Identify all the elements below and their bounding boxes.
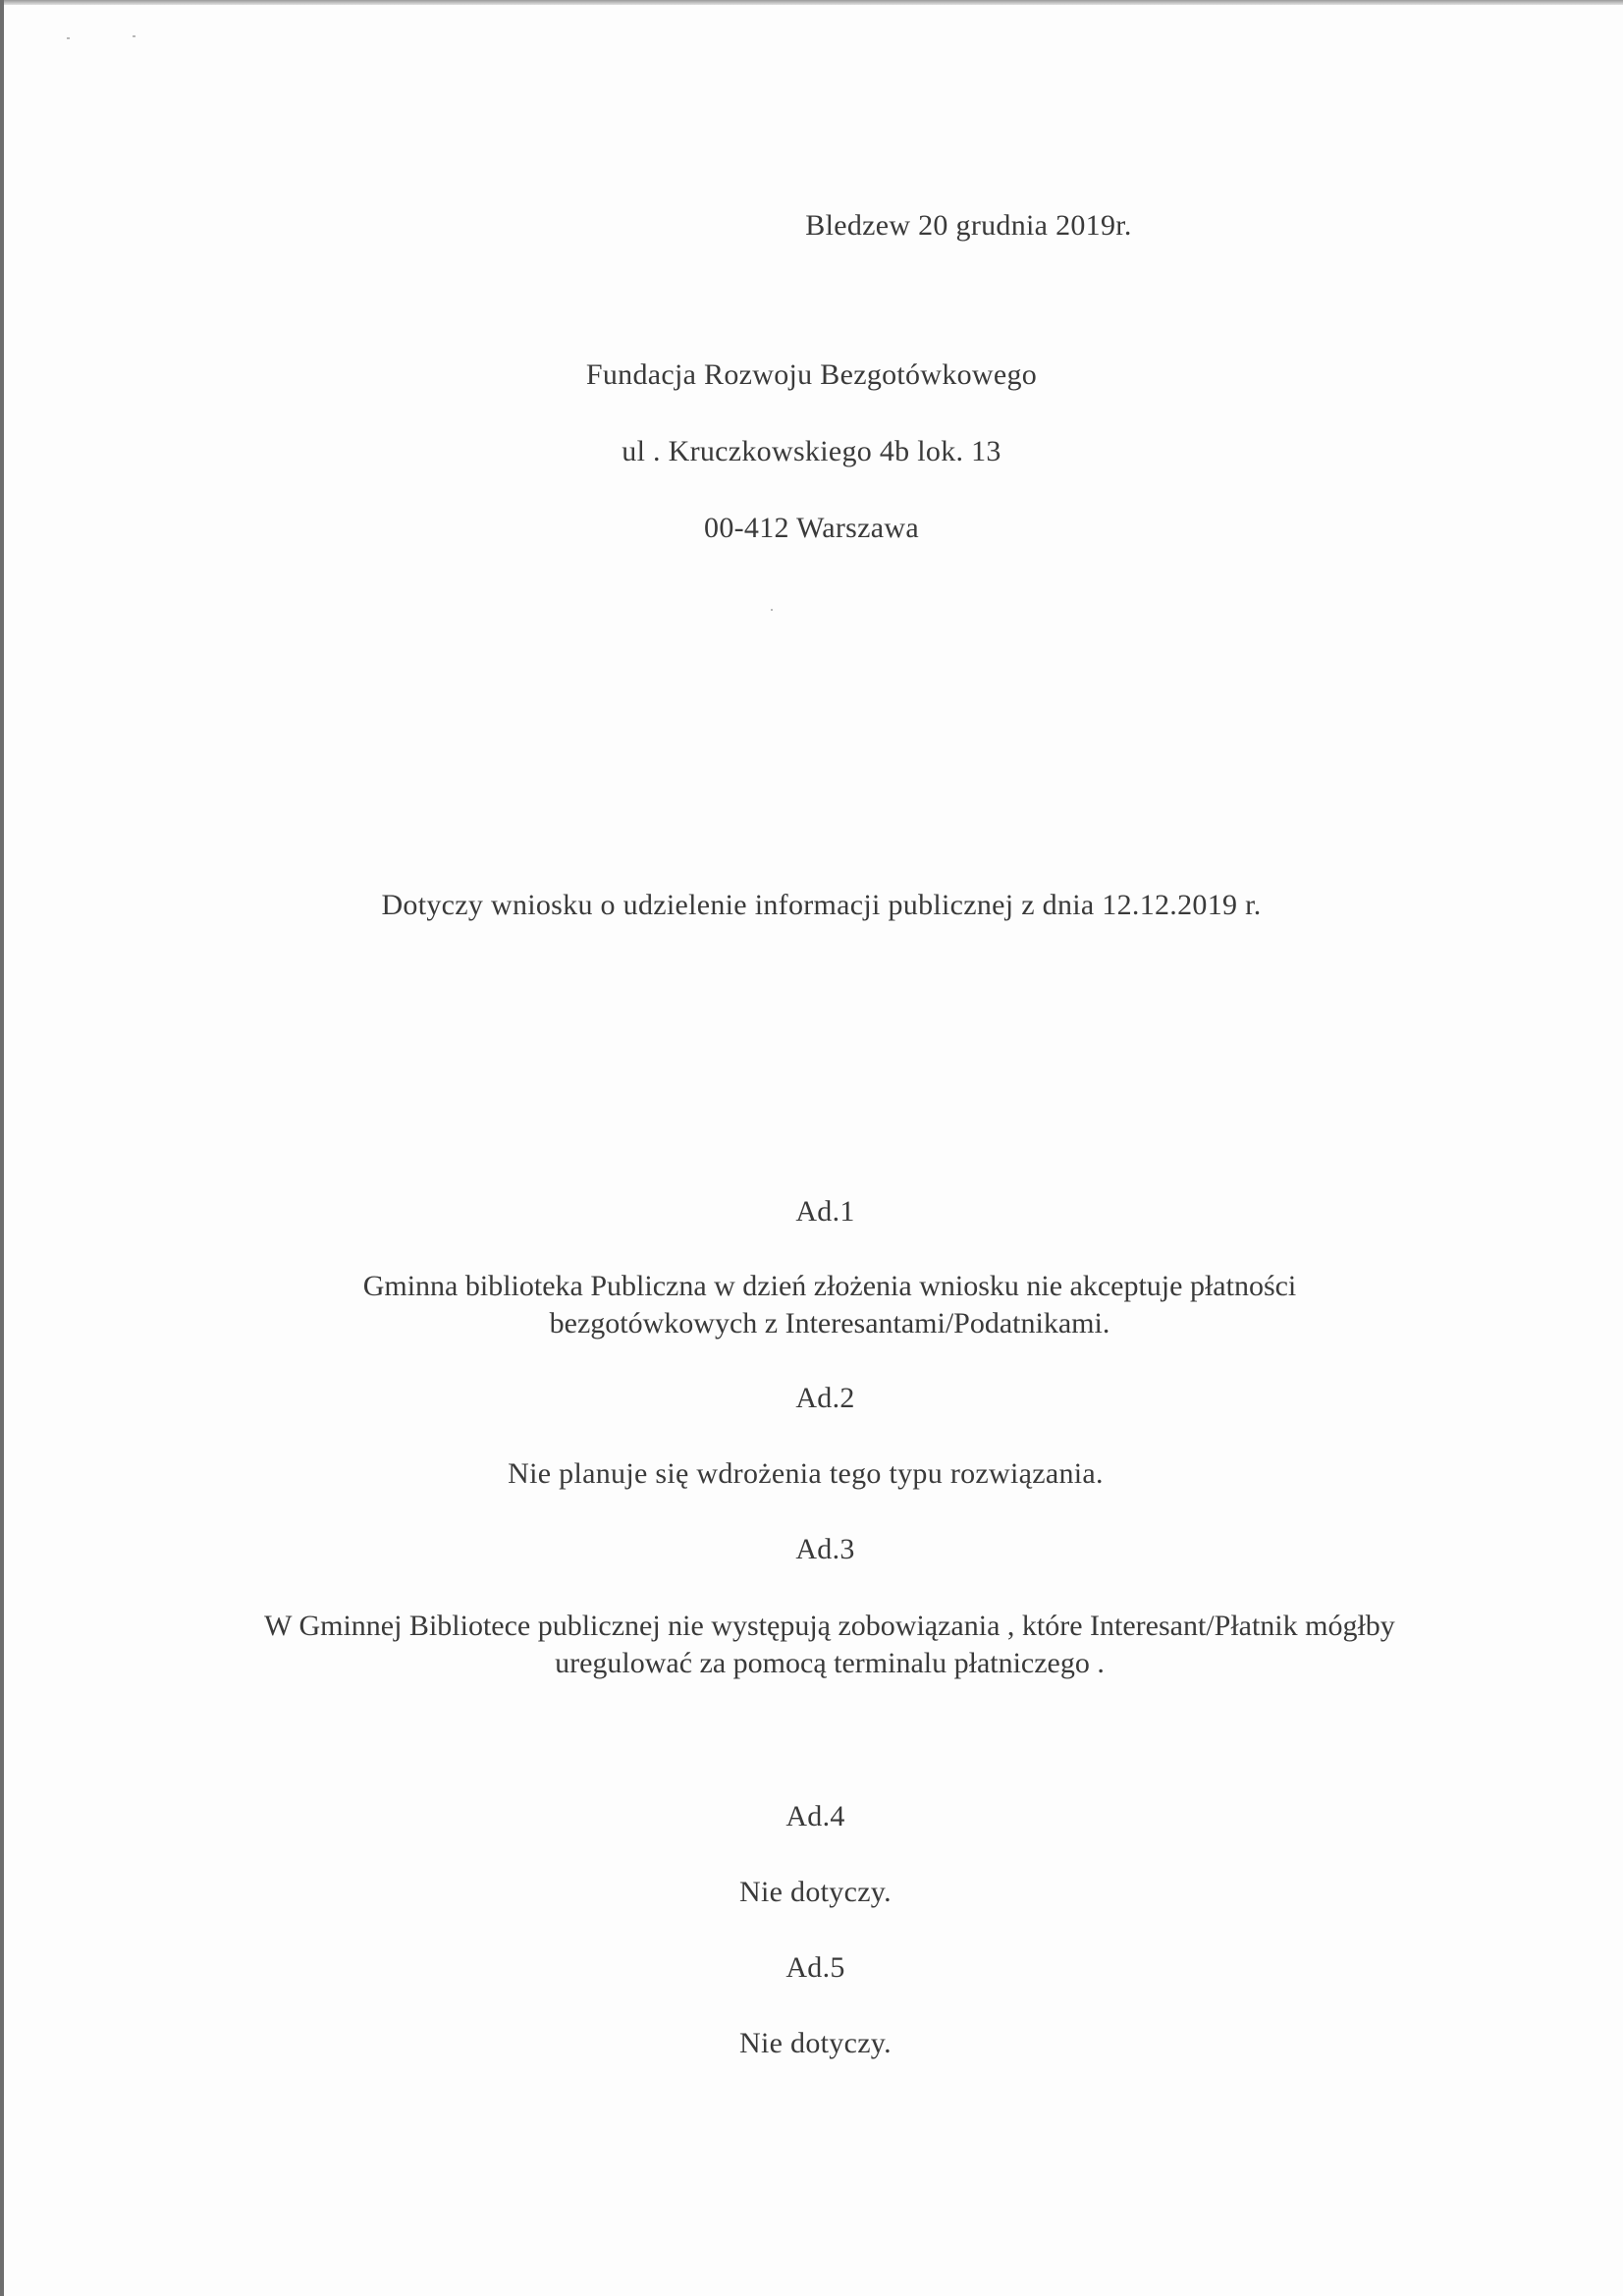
- letter-subject: Dotyczy wniosku o udzielenie informacji publicznej z dnia 12.12.2019 r.: [381, 889, 1262, 921]
- recipient-city: 00-412 Warszawa: [704, 512, 919, 544]
- answer-heading: Ad.4: [785, 1800, 845, 1832]
- answer-text: Nie dotyczy.: [739, 2027, 892, 2059]
- answer-heading: Ad.1: [795, 1195, 855, 1228]
- place-date: Bledzew 20 grudnia 2019r.: [805, 209, 1132, 242]
- scan-speck: [67, 37, 70, 39]
- answer-text: Nie dotyczy.: [739, 1876, 892, 1908]
- answer-text: Gminna biblioteka Publiczna w dzień złożenia wniosku nie akceptuje płatności bezgotówkowych z Interesantami/Podatnikami.: [362, 1270, 1297, 1339]
- answer-heading: Ad.3: [795, 1533, 855, 1565]
- scan-speck: [133, 35, 135, 37]
- answer-heading: Ad.2: [795, 1382, 855, 1414]
- scan-speck: [771, 609, 773, 611]
- recipient-name: Fundacja Rozwoju Bezgotówkowego: [585, 358, 1038, 391]
- answer-text: Nie planuje się wdrożenia tego typu rozwiązania.: [508, 1457, 1104, 1490]
- answer-heading: Ad.5: [785, 1951, 845, 1984]
- answer-text: W Gminnej Bibliotece publicznej nie występują zobowiązania , które Interesant/Płatnik mógłby uregulować za pomocą terminalu płatniczego .: [264, 1610, 1395, 1679]
- scan-edge-top: [0, 0, 1623, 5]
- recipient-street: ul . Kruczkowskiego 4b lok. 13: [622, 435, 1001, 467]
